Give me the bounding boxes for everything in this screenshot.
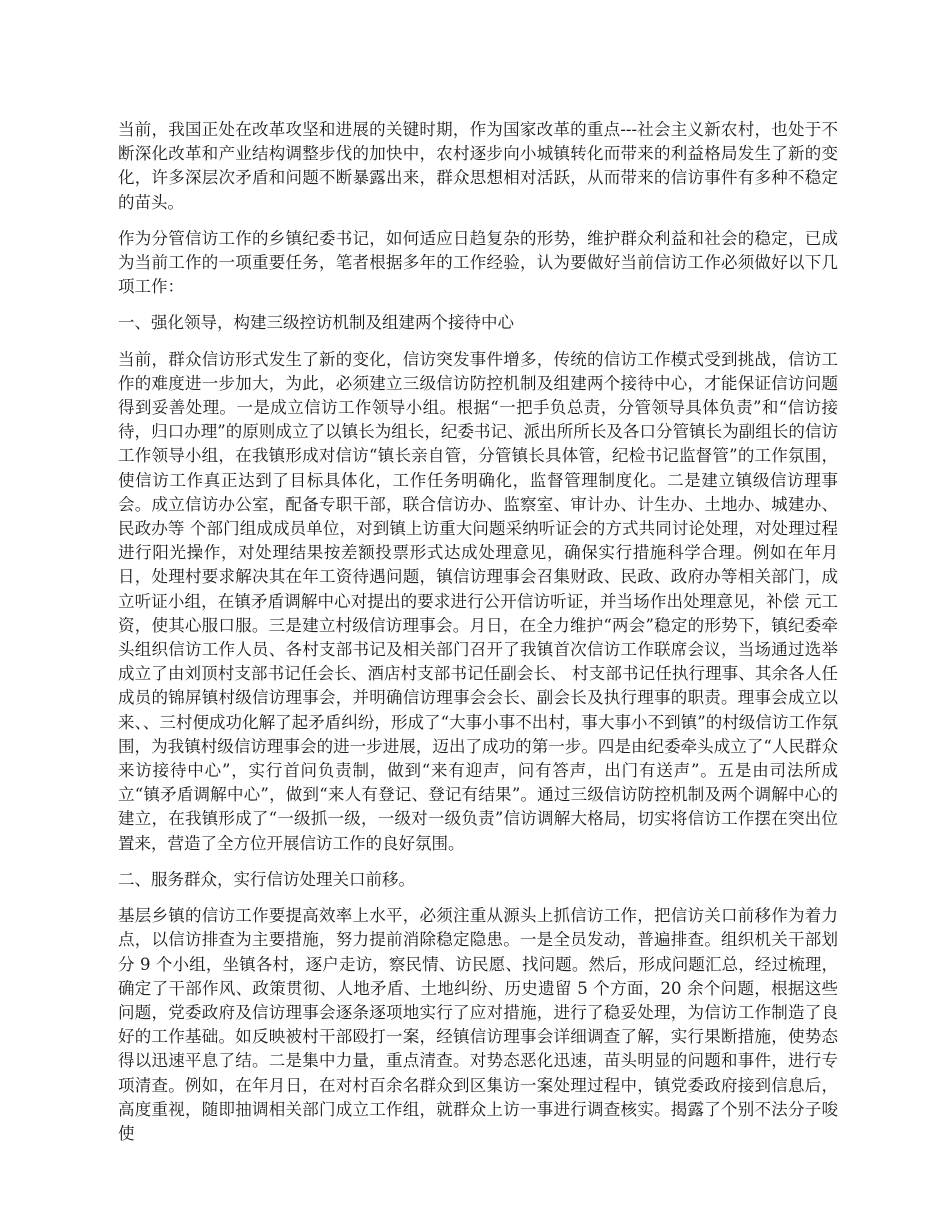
document-page <box>118 118 838 1158</box>
paragraph-context: 作为分管信访工作的乡镇纪委书记，如何适应日趋复杂的形势，维护群众利益和社会的稳定，已成为当前工作的一项重要任务，笔者根据多年的工作经验，认为要做好当前信访工作必须做好以下几项工作： <box>118 228 838 297</box>
section-heading-2: 二、服务群众，实行信访处理关口前移。 <box>118 869 415 889</box>
paragraph-intro: 当前，我国正处在改革攻坚和进展的关键时期，作为国家改革的重点---社会主义新农村，也处于不断深化改革和产业结构调整步伐的加快中，农村逐步向小城镇转化而带来的利益格局发生了新的变化，许多深层次矛盾和问题不断暴露出来，群众思想相对活跃，从而带来的信访事件有多种不稳定的苗头。 <box>118 120 838 212</box>
paragraph-section-2: 基层乡镇的信访工作要提高效率上水平，必须注重从源头上抓信访工作，把信访关口前移作为着力点，以信访排查为主要措施，努力提前消除稳定隐患。一是全员发动，普遍排查。组织机关干部划分 9 个小组，坐镇各村，逐户走访，察民情、访民愿、找问题。然后，形成问题汇总，经过梳理，确定了干部作风、政策贯彻、人地矛盾、土地纠纷、历史遗留 5 个方面，20 余个问题，根据这些问题，党委政府及信访理事会逐条逐项地实行了应对措施，进行了稳妥处理，为信访工作制造了良好的工作基础。如反映被村干部殴打一案，经镇信访理事会详细调查了解，实行果断措施，使势态得以迅速平息了结。二是集中力量，重点清查。对势态恶化迅速，苗头明显的问题和事件，进行专项清查。例如，在年月日，在对村百余名群众到区集访一案处理过程中，镇党委政府接到信息后，高度重视，随即抽调相关部门成立工作组，就群众上访一事进行调查核实。揭露了个别不法分子唆使 <box>118 906 838 1143</box>
paragraph-section-1: 当前，群众信访形式发生了新的变化，信访突发事件增多，传统的信访工作模式受到挑战，信访工作的难度进一步加大，为此，必须建立三级信访防控机制及组建两个接待中心，才能保证信访问题得到妥善处理。一是成立信访工作领导小组。根据“一把手负总责，分管领导具体负责”和“信访接待，归口办理”的原则成立了以镇长为组长，纪委书记、派出所所长及各口分管镇长为副组长的信访工作领导小组，在我镇形成对信访“镇长亲自管，分管镇长具体管，纪检书记监督管”的工作氛围，使信访工作真正达到了目标具体化，工作任务明确化，监督管理制度化。二是建立镇级信访理事会。成立信访办公室，配备专职干部，联合信访办、监察室、审计办、计生办、土地办、城建办、民政办等 个部门组成成员单位，对到镇上访重大问题采纳听证会的方式共同讨论处理，对处理过程进行阳光操作，对处理结果按差额投票形式达成处理意见，确保实行措施科学合理。例如在年月日，处理村要求解决其在年工资待遇问题，镇信访理事会召集财政、民政、政府办等相关部门，成立听证小组，在镇矛盾调解中心对提出的要求进行公开信访听证，并当场作出处理意见，补偿 元工资，使其心服口服。三是建立村级信访理事会。月日，在全力维护“两会”稳定的形势下，镇纪委牵头组织信访工作人员、各村支部书记及相关部门召开了我镇首次信访工作联席会议，当场通过选举成立了由刘顶村支部书记任会长、酒店村支部书记任副会长、 村支部书记任执行理事、其余各人任成员的锦屏镇村级信访理事会，并明确信访理事会会长、副会长及执行理事的职责。理事会成立以来、、三村便成功化解了起矛盾纠纷，形成了“大事小事不出村，事大事小不到镇”的村级信访工作氛围，为我镇村级信访理事会的进一步进展，迈出了成功的第一步。四是由纪委牵头成立了“人民群众来访接待中心”，实行首问负责制，做到“来有迎声，问有答声，出门有送声”。五是由司法所成立“镇矛盾调解中心”，做到“来人有登记、登记有结果”。通过三级信访防控机制及两个调解中心的建立，在我镇形成了“一级抓一级，一级对一级负责”信访调解大格局，切实将信访工作摆在突出位置来，营造了全方位开展信访工作的良好氛围。 <box>118 349 838 853</box>
section-heading-1: 一、强化领导，构建三级控访机制及组建两个接待中心 <box>118 313 514 333</box>
